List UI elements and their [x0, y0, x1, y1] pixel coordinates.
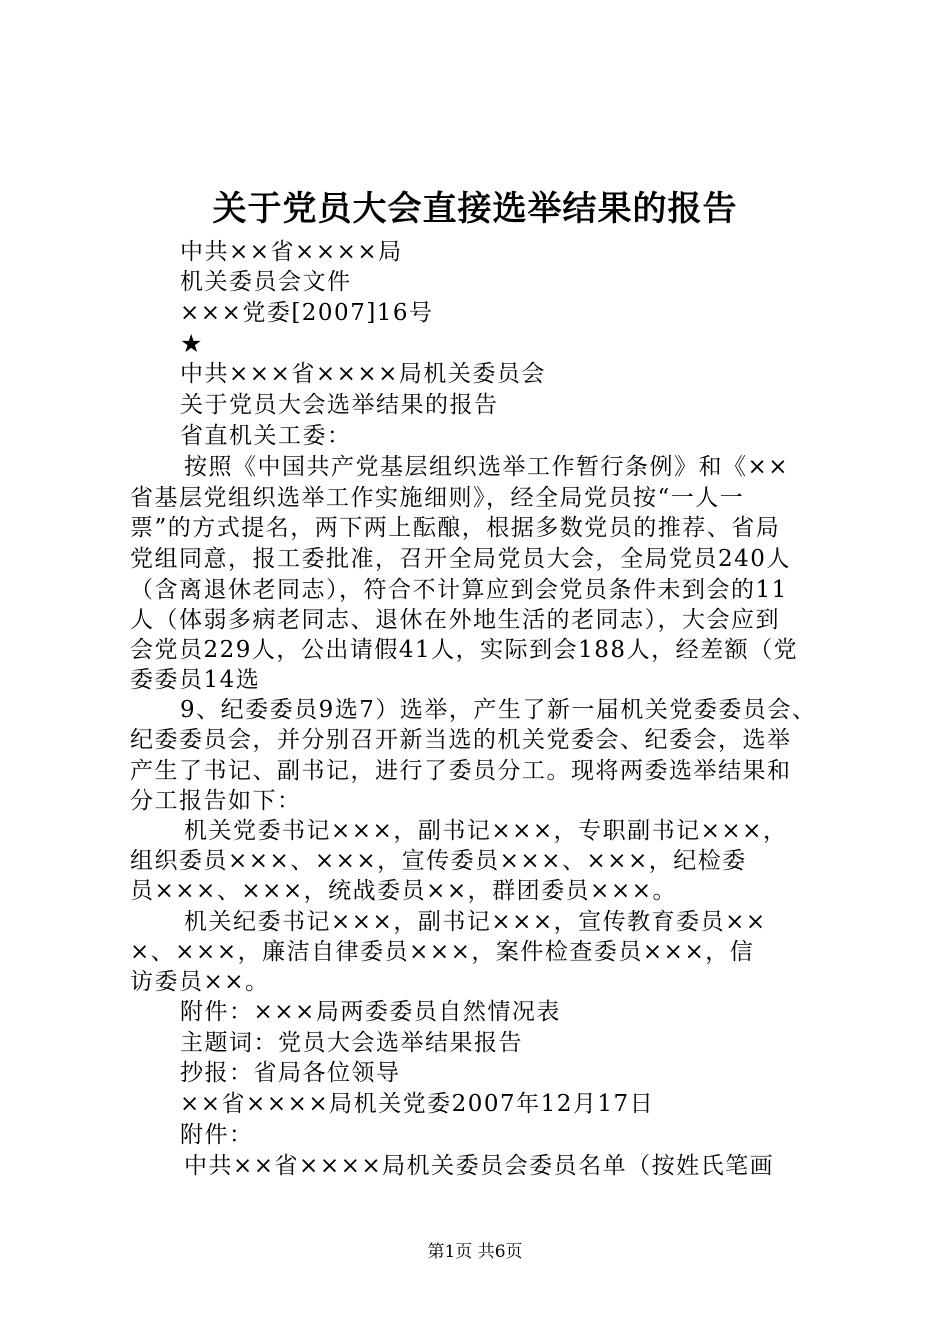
body-line: 人（体弱多病老同志、退休在外地生活的老同志），大会应到 — [130, 607, 780, 633]
issuer-line: 中共××省××××局 — [180, 239, 403, 265]
body-line: ×、×××，廉洁自律委员×××，案件检查委员×××，信 — [130, 939, 755, 965]
body-line: 产生了书记、副书记，进行了委员分工。现将两委选举结果和 — [130, 758, 792, 784]
keywords-line: 主题词：党员大会选举结果报告 — [180, 1030, 523, 1056]
body-line: 纪委委员会，并分别召开新当选的机关党委会、纪委会，选举 — [130, 727, 792, 753]
body-line: 党组同意，报工委批准，召开全局党员大会，全局党员240人 — [130, 546, 791, 572]
body-line: 按照《中国共产党基层组织选举工作暂行条例》和《×× — [184, 454, 790, 480]
body-line: 委委员14选 — [130, 667, 261, 693]
document-title: 关于党员大会直接选举结果的报告 — [212, 189, 738, 229]
body-line: 会党员229人，公出请假41人，实际到会188人，经差额（党 — [130, 637, 799, 663]
cc-line: 抄报：省局各位领导 — [180, 1060, 401, 1086]
document-number: ×××党委[2007]16号 — [180, 300, 434, 326]
date-line: ××省××××局机关党委2007年12月17日 — [180, 1091, 655, 1117]
page-number-footer: 第1页 共6页 — [427, 1242, 523, 1262]
body-line: 员×××、×××，统战委员××，群团委员×××。 — [130, 878, 677, 904]
body-line: 机关纪委书记×××，副书记×××，宣传教育委员×× — [184, 909, 767, 935]
body-line: 省基层党组织选举工作实施细则》，经全局党员按“一人一 — [130, 485, 745, 511]
issuer-full-line: 中共×××省××××局机关委员会 — [180, 361, 546, 387]
recipient-line: 省直机关工委： — [180, 423, 352, 449]
body-line: 组织委员×××、×××，宣传委员×××、×××，纪检委 — [130, 848, 747, 874]
attachment-label: 附件： — [180, 1122, 254, 1148]
body-line: 票”的方式提名，两下两上酝酿，根据多数党员的推荐、省局 — [130, 515, 781, 541]
subject-line: 关于党员大会选举结果的报告 — [180, 392, 499, 418]
attachment-title-line: 中共××省××××局机关委员会委员名单（按姓氏笔画 — [184, 1153, 775, 1179]
star-icon: ★ — [180, 329, 204, 358]
body-line: 9、纪委委员9选7）选举，产生了新一届机关党委委员会、 — [180, 697, 817, 723]
body-line: 分工报告如下： — [130, 788, 302, 814]
body-line: 访委员××。 — [130, 969, 270, 995]
body-line: （含离退休老同志），符合不计算应到会党员条件未到会的11 — [130, 577, 788, 603]
body-line: 机关党委书记×××，副书记×××，专职副书记×××， — [184, 818, 788, 844]
attachment-line: 附件：×××局两委委员自然情况表 — [180, 999, 561, 1025]
document-type-line: 机关委员会文件 — [180, 269, 352, 295]
